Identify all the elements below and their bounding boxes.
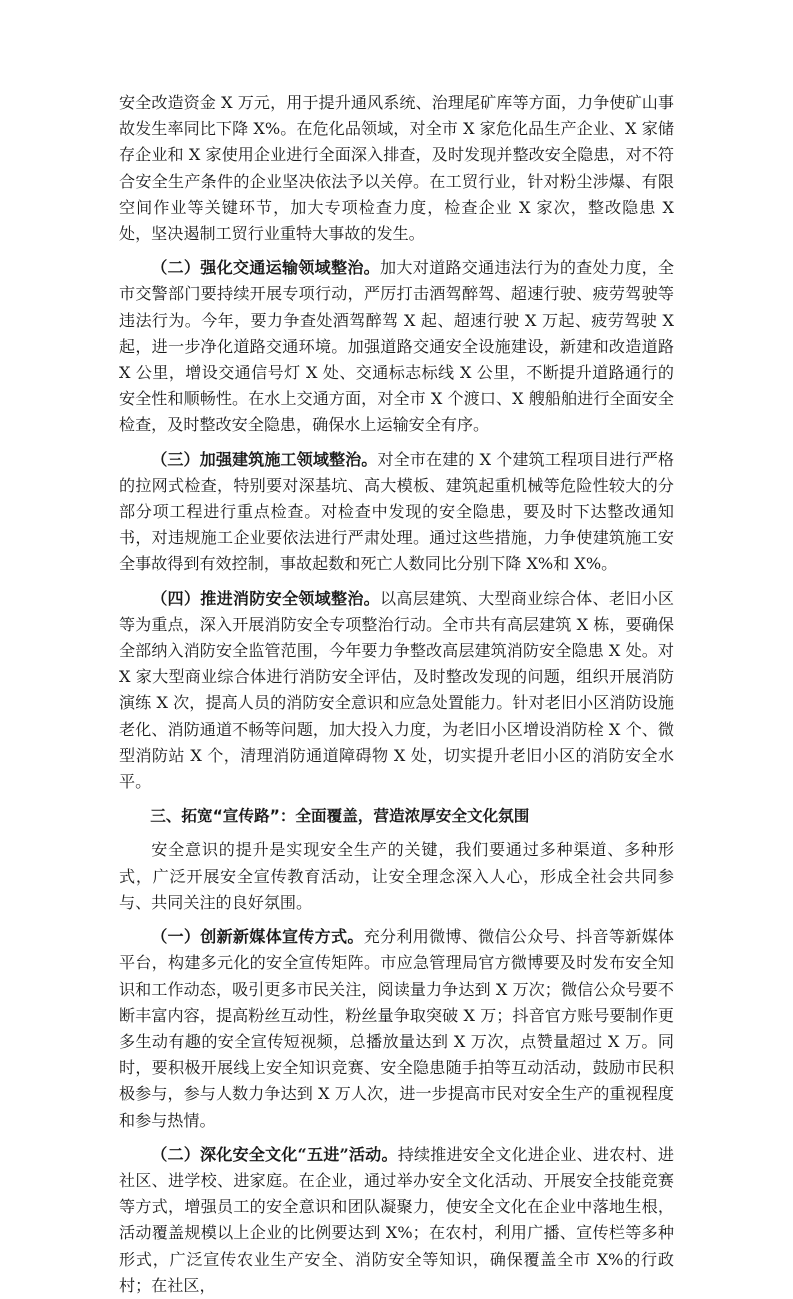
paragraph-text: 以高层建筑、大型商业综合体、老旧小区等为重点，深入开展消防安全专项整治行动。全市共有高层建筑 X 栋，要确保全部纳入消防安全监管范围，今年要力争整改高层建筑消防安全隐患 X 处。对 X 家大型商业综合体进行消防安全评估，及时整改发现的问题，组织开展消防演练 X 次，提高人员的消防安全意识和应急处置能力。针对老旧小区消防设施老化、消防通道不畅等问题，加大投入力度，为老旧小区增设消防栓 X 个、微型消防站 X 个，清理消防通道障碍物 X 处，切实提升老旧小区的消防安全水平。 — [119, 588, 675, 792]
paragraph-lead: （一）创新新媒体宣传方式。 — [151, 927, 364, 947]
body-paragraph — [119, 255, 674, 438]
body-paragraph — [119, 924, 674, 1134]
paragraph-text: 充分利用微博、微信公众号、抖音等新媒体平台，构建多元化的安全宣传矩阵。市应急管理局官方微博要及时发布安全知识和工作动态，吸引更多市民关注，阅读量力争达到 X 万次；微信公众号要不断丰富内容，提高粉丝互动性，粉丝量争取突破 X 万；抖音官方账号要制作更多生动有趣的安全宣传短视频，总播放量达到 X 万次，点赞量超过 X 万。同时，要积极开展线上安全知识竞赛、安全隐患随手拍等互动活动，鼓励市民积极参与，参与人数力争达到 X 万人次，进一步提高市民对安全生产的重视程度和参与热情。 — [119, 927, 675, 1130]
paragraph-lead: （四）推进消防安全领域整治。 — [151, 588, 381, 608]
paragraph-lead: （二）深化安全文化“五进”活动。 — [151, 1144, 398, 1164]
paragraph-text: 安全改造资金 X 万元，用于提升通风系统、治理尾矿库等方面，力争使矿山事故发生率同比下降 X%。在危化品领域，对全市 X 家危化品生产企业、X 家储存企业和 X 家使用企业进行全面深入排查，及时发现并整改安全隐患，对不符合安全生产条件的企业坚决依法予以关停。在工贸行业，针对粉尘涉爆、有限空间作业等关键环节，加大专项检查力度，检查企业 X 家次，整改隐患 X 处，坚决遏制工贸行业重特大事故的发生。 — [119, 93, 674, 244]
paragraph-text: 安全意识的提升是实现安全生产的关键，我们要通过多种渠道、多种形式，广泛开展安全宣传教育活动，让安全理念深入人心，形成全社会共同参与、共同关注的良好氛围。 — [119, 840, 674, 912]
document-page — [119, 90, 674, 1299]
section-heading: 三、拓宽“宣传路”：全面覆盖，营造浓厚安全文化氛围 — [150, 807, 530, 826]
paragraph-text: 持续推进安全文化进企业、进农村、进社区、进学校、进家庭。在企业，通过举办安全文化活动、开展安全技能竞赛等方式，增强员工的安全意识和团队凝聚力，使安全文化在企业中落地生根，活动覆盖规模以上企业的比例要达到 X%；在农村，利用广播、宣传栏等多种形式，广泛宣传农业生产安全、消防安全等知识，确保覆盖全市 X%的行政村；在社区， — [119, 1144, 675, 1295]
body-paragraph — [119, 586, 674, 796]
body-paragraph — [119, 837, 674, 916]
paragraph-text: 加大对道路交通违法行为的查处力度，全市交警部门要持续开展专项行动，严厉打击酒驾醉驾、超速行驶、疲劳驾驶等违法行为。今年，要力争查处酒驾醉驾 X 起、超速行驶 X 万起、疲劳驾驶 X 起，进一步净化道路交通环境。加强道路交通安全设施建设，新建和改造道路 X 公里，增设交通信号灯 X 处、交通标志标线 X 公里，不断提升道路通行的安全性和顺畅性。在水上交通方面，对全市 X 个渡口、X 艘船舶进行全面安全检查，及时整改安全隐患，确保水上运输安全有序。 — [119, 258, 675, 435]
body-paragraph — [119, 447, 674, 578]
paragraph-text: 对全市在建的 X 个建筑工程项目进行严格的拉网式检查，特别要对深基坑、高大模板、建筑起重机械等危险性较大的分部分项工程进行重点检查。对检查中发现的安全隐患，要及时下达整改通知书，对违规施工企业要依法进行严肃处理。通过这些措施，力争使建筑施工安全事故得到有效控制，事故起数和死亡人数同比分别下降 X%和 X%。 — [119, 449, 674, 574]
paragraph-lead: （二）强化交通运输领域整治。 — [151, 258, 381, 278]
body-paragraph — [119, 1142, 674, 1299]
paragraph-lead: （三）加强建筑施工领域整治。 — [151, 449, 378, 469]
body-paragraph — [119, 90, 674, 247]
